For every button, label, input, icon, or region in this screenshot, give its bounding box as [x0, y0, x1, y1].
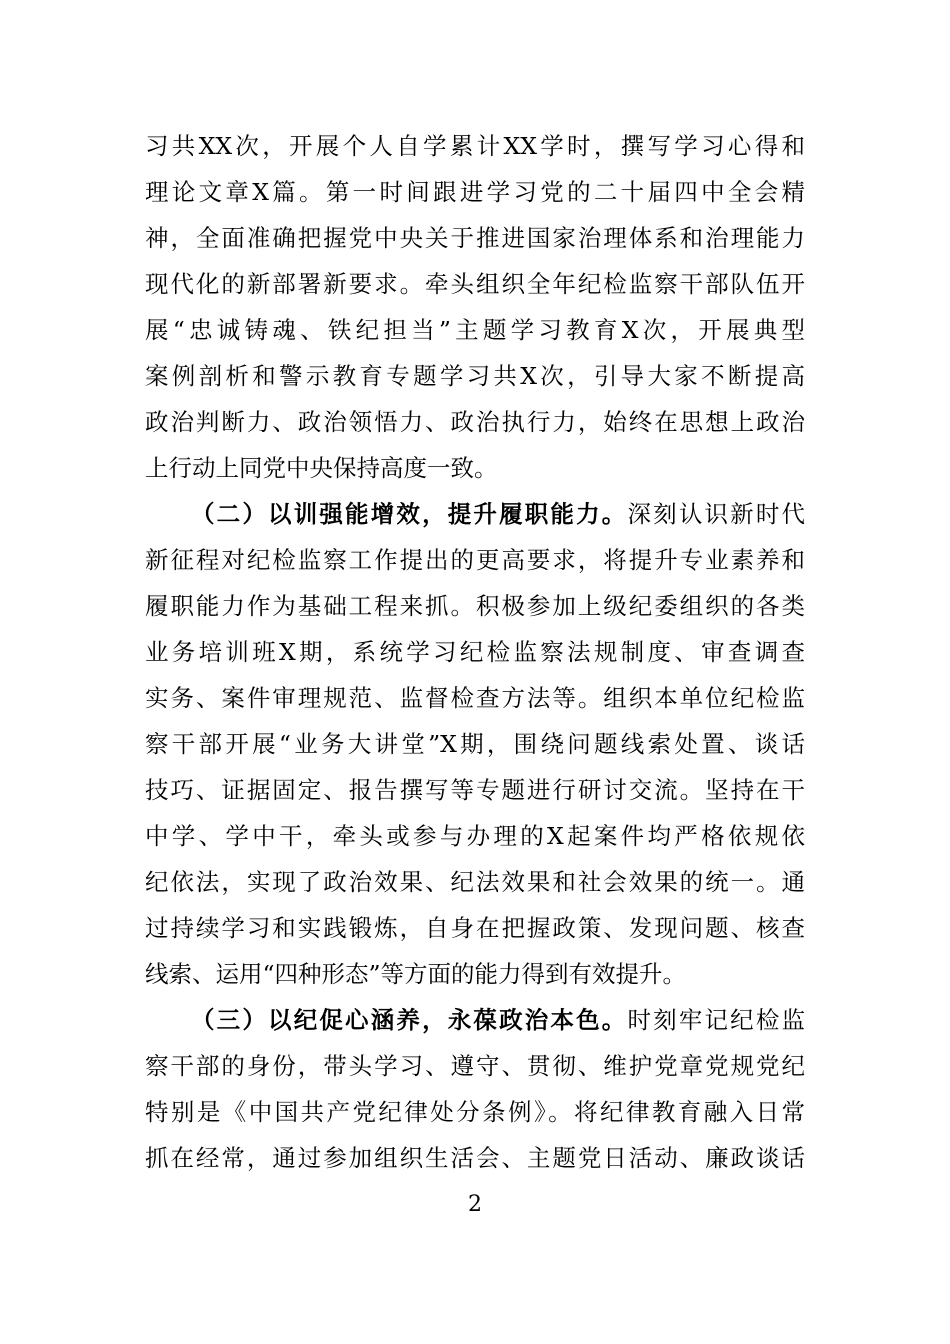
text-line: 纪依法，实现了政治效果、纪法效果和社会效果的统一。通 [145, 868, 805, 896]
text-line: 展“忠诚铸魂、铁纪担当”主题学习教育X次，开展典型 [145, 316, 805, 344]
text-line: 上行动上同党中央保持高度一致。 [145, 454, 498, 482]
text-line: 线索、运用“四种形态”等方面的能力得到有效提升。 [145, 960, 687, 988]
text-span: 深刻认识新时代 [627, 500, 806, 528]
text-line: 抓在经常，通过参加组织生活会、主题党日活动、廉政谈话 [145, 1144, 805, 1172]
text-line: 履职能力作为基础工程来抓。积极参加上级纪委组织的各类 [145, 592, 805, 620]
text-line: 中学、学中干，牵头或参与办理的X起案件均严格依规依 [145, 822, 805, 850]
text-line: 习共XX次，开展个人自学累计XX学时，撰写学习心得和 [145, 132, 805, 160]
text-span: 时刻牢记纪检监 [627, 1006, 806, 1034]
text-line: 政治判断力、政治领悟力、政治执行力，始终在思想上政治 [145, 408, 805, 436]
text-line: 现代化的新部署新要求。牵头组织全年纪检监察干部队伍开 [145, 270, 805, 298]
text-line: 实务、案件审理规范、监督检查方法等。组织本单位纪检监 [145, 684, 805, 712]
text-line: 案例剖析和警示教育专题学习共X次，引导大家不断提高 [145, 362, 805, 390]
text-line: 察干部开展“业务大讲堂”X期，围绕问题线索处置、谈话 [145, 730, 805, 758]
text-line: 神，全面准确把握党中央关于推进国家治理体系和治理能力 [145, 224, 805, 252]
text-line: 特别是《中国共产党纪律处分条例》。将纪律教育融入日常 [145, 1098, 805, 1126]
section-heading: （二）以训强能增效，提升履职能力。 [191, 500, 628, 528]
text-line [191, 499, 805, 529]
text-line: 技巧、证据固定、报告撰写等专题进行研讨交流。坚持在干 [145, 776, 805, 804]
text-line: 新征程对纪检监察工作提出的更高要求，将提升专业素养和 [145, 546, 805, 574]
text-line: 过持续学习和实践锻炼，自身在把握政策、发现问题、核查 [145, 914, 805, 942]
text-line: 理论文章X篇。第一时间跟进学习党的二十届四中全会精 [145, 178, 805, 206]
text-line [191, 1005, 805, 1035]
section-heading: （三）以纪促心涵养，永葆政治本色。 [191, 1006, 628, 1034]
text-line: 察干部的身份，带头学习、遵守、贯彻、维护党章党规党纪 [145, 1052, 805, 1080]
text-line: 业务培训班X期，系统学习纪检监察法规制度、审查调查 [145, 638, 805, 666]
page-number: 2 [468, 1192, 482, 1217]
